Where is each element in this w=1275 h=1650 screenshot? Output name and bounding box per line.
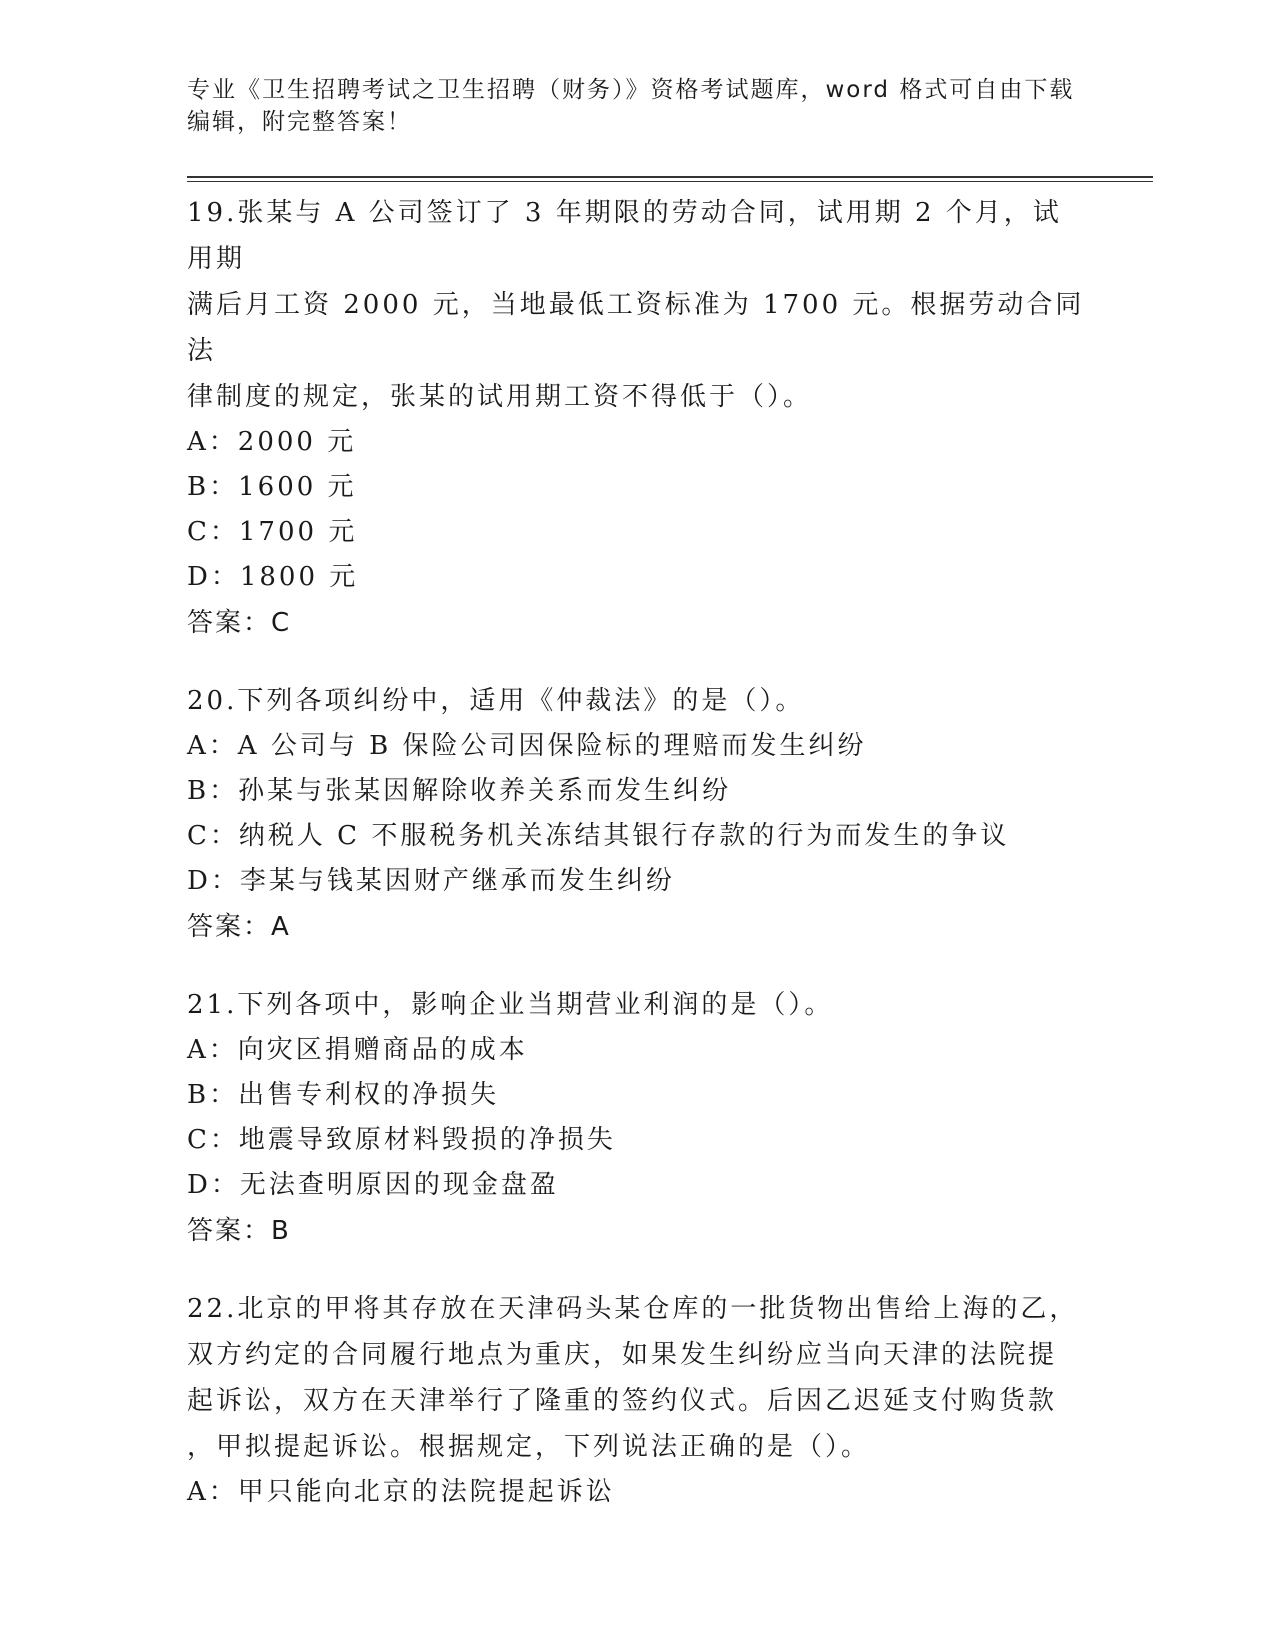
option-c: C：1700 元 xyxy=(187,517,358,547)
option-d: D：1800 元 xyxy=(187,562,359,592)
option-c: C：纳税人 C 不服税务机关冻结其银行存款的行为而发生的争议 xyxy=(187,821,1010,851)
header-divider-thin xyxy=(187,181,1153,182)
question-stem-line: 22.北京的甲将其存放在天津码头某仓库的一批货物出售给上海的乙， xyxy=(187,1294,1079,1324)
question-stem-line: 20.下列各项纠纷中，适用《仲裁法》的是（）。 xyxy=(187,686,805,716)
question-stem-line: 律制度的规定，张某的试用期工资不得低于（）。 xyxy=(187,382,813,412)
header-divider-thick xyxy=(187,176,1153,178)
question-list xyxy=(187,190,1087,1535)
header-line-1: 专业《卫生招聘考试之卫生招聘（财务）》资格考试题库，word 格式可自由下载 xyxy=(187,77,1075,103)
option-a: A：A 公司与 B 保险公司因保险标的理赔而发生纠纷 xyxy=(187,731,867,761)
question-stem-line: 满后月工资 2000 元，当地最低工资标准为 1700 元。根据劳动合同法 xyxy=(187,290,1085,366)
question-20 xyxy=(187,678,1087,950)
document-header xyxy=(187,74,1087,138)
answer-value: C xyxy=(271,608,291,638)
question-19 xyxy=(187,190,1087,646)
option-a: A：向灾区捐赠商品的成本 xyxy=(187,1035,528,1065)
question-stem-line: ，甲拟提起诉讼。根据规定，下列说法正确的是（）。 xyxy=(187,1432,871,1462)
answer-line xyxy=(187,600,1087,646)
answer-value: A xyxy=(271,912,290,942)
question-stem-line: 21.下列各项中，影响企业当期营业利润的是（）。 xyxy=(187,990,834,1020)
answer-value: B xyxy=(271,1216,290,1246)
header-line-2: 编辑，附完整答案！ xyxy=(187,109,412,135)
answer-label: 答案： xyxy=(187,608,272,638)
question-21 xyxy=(187,982,1087,1254)
option-b: B：1600 元 xyxy=(187,472,357,502)
option-b: B：出售专利权的净损失 xyxy=(187,1080,500,1110)
question-stem-line: 19.张某与 A 公司签订了 3 年期限的劳动合同，试用期 2 个月，试用期 xyxy=(187,198,1062,274)
answer-label: 答案： xyxy=(187,1216,272,1246)
answer-line xyxy=(187,904,1087,950)
option-a: A：2000 元 xyxy=(187,427,357,457)
option-c: C：地震导致原材料毁损的净损失 xyxy=(187,1125,616,1155)
option-d: D：无法查明原因的现金盘盈 xyxy=(187,1170,559,1200)
option-d: D：李某与钱某因财产继承而发生纠纷 xyxy=(187,866,675,896)
answer-label: 答案： xyxy=(187,912,272,942)
question-22 xyxy=(187,1286,1087,1515)
question-stem-line: 双方约定的合同履行地点为重庆，如果发生纠纷应当向天津的法院提 xyxy=(187,1340,1058,1370)
option-b: B：孙某与张某因解除收养关系而发生纠纷 xyxy=(187,776,732,806)
option-a: A：甲只能向北京的法院提起诉讼 xyxy=(187,1477,615,1507)
question-stem-line: 起诉讼，双方在天津举行了隆重的签约仪式。后因乙迟延支付购货款 xyxy=(187,1386,1058,1416)
answer-line xyxy=(187,1208,1087,1254)
